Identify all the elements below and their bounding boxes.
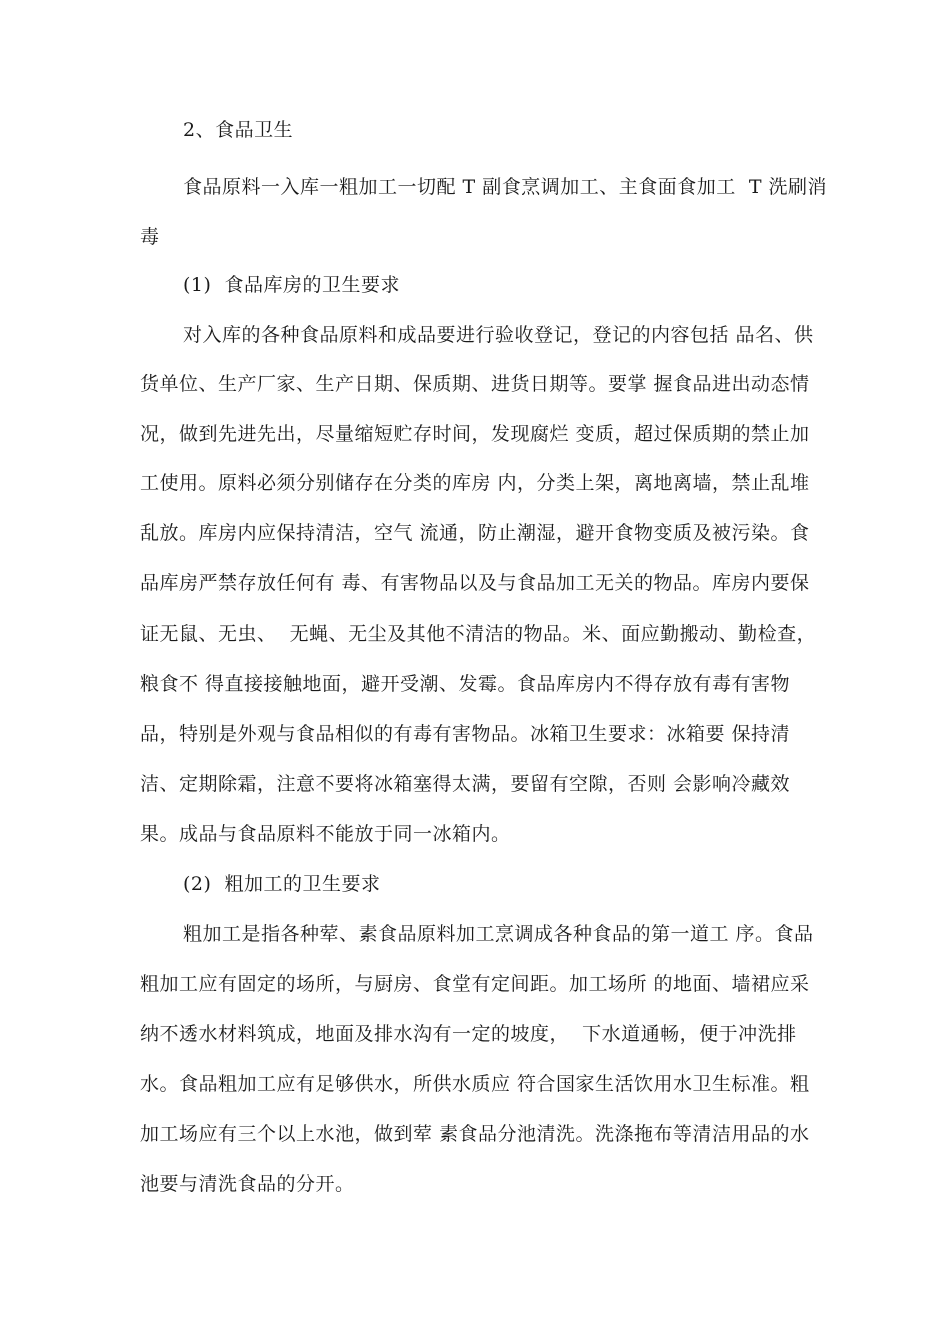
paragraph-line: 纳不透水材料筑成，地面及排水沟有一定的坡度， 下水道通畅，便于冲洗排 — [140, 1023, 797, 1045]
paragraph-line: 工使用。原料必须分别储存在分类的库房 内，分类上架，离地离墙，禁止乱堆 — [140, 472, 810, 494]
paragraph-line: 乱放。库房内应保持清洁，空气 流通，防止潮湿，避开食物变质及被污染。食 — [140, 522, 810, 544]
paragraph-line: 货单位、生产厂家、生产日期、保质期、进货日期等。要掌 握食品进出动态情 — [140, 373, 810, 395]
subsection-title-processing: (2) 粗加工的卫生要求 — [183, 873, 381, 895]
paragraph-line: 况，做到先进先出，尽量缩短贮存时间，发现腐烂 变质，超过保质期的禁止加 — [140, 423, 810, 445]
paragraph-line: 粗加工应有固定的场所，与厨房、食堂有定间距。加工场所 的地面、墙裙应采 — [140, 973, 810, 995]
paragraph-line: 品库房严禁存放任何有 毒、有害物品以及与食品加工无关的物品。库房内要保 — [140, 572, 810, 594]
paragraph-line: 证无鼠、无虫、 无蝇、无尘及其他不清洁的物品。米、面应勤搬动、勤检查， — [140, 623, 817, 645]
subsection-title-storage: (1) 食品库房的卫生要求 — [183, 274, 400, 296]
paragraph-line: 洁、定期除霜，注意不要将冰箱塞得太满，要留有空隙，否则 会影响冷藏效 — [140, 773, 791, 795]
paragraph-line: 对入库的各种食品原料和成品要进行验收登记，登记的内容包括 品名、供 — [183, 324, 814, 346]
section-heading: 2、食品卫生 — [183, 119, 294, 141]
paragraph-line: 粮食不 得直接接触地面，避开受潮、发霉。食品库房内不得存放有毒有害物 — [140, 673, 791, 695]
paragraph-line: 品，特别是外观与食品相似的有毒有害物品。冰箱卫生要求：冰箱要 保持清 — [140, 723, 791, 745]
paragraph-line: 果。成品与食品原料不能放于同一冰箱内。 — [140, 823, 511, 845]
process-flow-line-2: 毒 — [140, 226, 160, 248]
paragraph-line: 加工场应有三个以上水池，做到荤 素食品分池清洗。洗涤拖布等清洁用品的水 — [140, 1123, 810, 1145]
paragraph-line: 水。食品粗加工应有足够供水，所供水质应 符合国家生活饮用水卫生标准。粗 — [140, 1073, 810, 1095]
paragraph-line: 粗加工是指各种荤、素食品原料加工烹调成各种食品的第一道工 序。食品 — [183, 923, 814, 945]
paragraph-line: 池要与清洗食品的分开。 — [140, 1173, 355, 1195]
process-flow-line-1: 食品原料一入库一粗加工一切配 T 副食烹调加工、主食面食加工 T 洗刷消 — [183, 176, 828, 198]
